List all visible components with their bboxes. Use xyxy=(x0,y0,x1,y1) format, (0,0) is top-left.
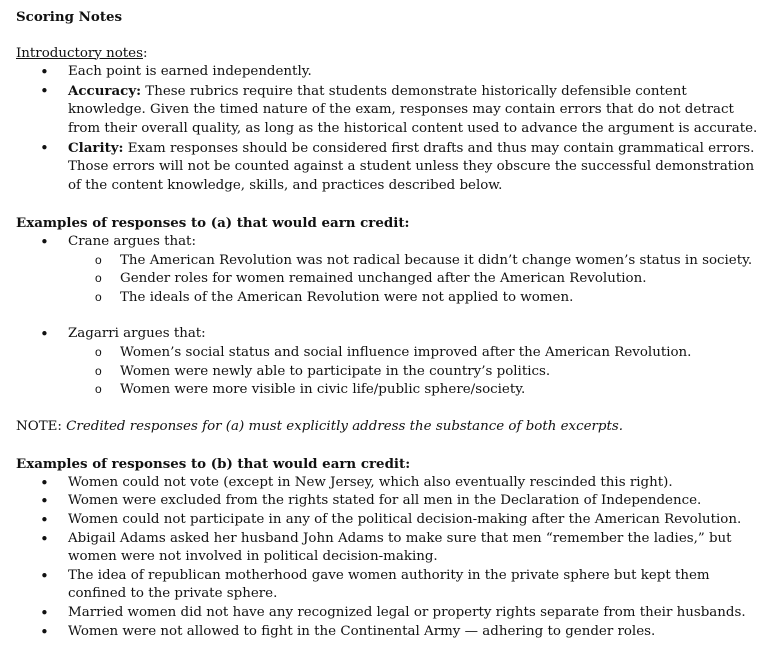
intro-heading xyxy=(16,45,768,64)
intro-item-bold: Accuracy: xyxy=(68,82,142,99)
section-b-heading: Examples of responses to (b) that would earn credit: xyxy=(16,456,411,473)
note-label: NOTE: xyxy=(16,418,67,434)
section-b-item: • Women could not participate in any of the political decision-making after the American Revolution. xyxy=(16,511,768,530)
intro-label: Introductory notes xyxy=(16,45,143,61)
crane-point: o The American Revolution was not radical because it didn’t change women’s status in society. xyxy=(68,252,768,271)
zagarri-point: o Women’s social status and social influence improved after the American Revolution. xyxy=(68,344,768,363)
intro-item xyxy=(16,63,768,82)
section-b-list xyxy=(16,474,768,641)
section-b-item: • Abigail Adams asked her husband John Adams to make sure that men “remember the ladies,” but women were not involved in political decision-making. xyxy=(16,530,768,567)
intro-item-bold: Clarity: xyxy=(68,139,124,156)
intro-item-accuracy xyxy=(16,82,768,139)
zagarri-item xyxy=(16,325,768,399)
intro-list xyxy=(16,63,768,195)
section-b-item: • Married women did not have any recognized legal or property rights separate from their husbands. xyxy=(16,604,768,623)
page-title: Scoring Notes xyxy=(16,9,123,25)
crane-label: Crane argues that: xyxy=(68,233,196,249)
intro-colon: : xyxy=(142,45,148,61)
zagarri-point: o Women were newly able to participate in the country’s politics. xyxy=(68,363,768,382)
note xyxy=(16,418,768,437)
section-b-item: • Women could not vote (except in New Jersey, which also eventually rescinded this right). xyxy=(16,474,768,493)
section-b-item: • Women were not allowed to fight in the Continental Army — adhering to gender roles. xyxy=(16,623,768,642)
crane-point: o Gender roles for women remained unchanged after the American Revolution. xyxy=(68,270,768,289)
section-a-heading: Examples of responses to (a) that would earn credit: xyxy=(16,215,410,232)
section-b-item: • Women were excluded from the rights stated for all men in the Declaration of Independence. xyxy=(16,492,768,511)
zagarri-label: Zagarri argues that: xyxy=(68,326,206,342)
zagarri-points xyxy=(68,344,768,400)
intro-item-text: Each point is earned independently. xyxy=(68,64,312,80)
intro-item-clarity xyxy=(16,139,768,196)
intro-item-text: Exam responses should be considered first drafts and thus may contain grammatical errors. Those errors will not be counted against a student unless they obscure the successful demonstration of the content knowledge, skills, and practices described below. xyxy=(68,140,755,193)
zagarri-point: o Women were more visible in civic life/public sphere/society. xyxy=(68,381,768,400)
note-text: Credited responses for (a) must explicitly address the substance of both excerpts. xyxy=(66,418,623,434)
section-b-item: • The idea of republican motherhood gave women authority in the private sphere but kept them confined to the private sphere. xyxy=(16,567,768,604)
intro-item-text: These rubrics require that students demonstrate historically defensible content knowledge. Given the timed nature of the exam, responses may contain errors that do not detract from their overall quality, as long as the historical content used to advance the argument is accurate. xyxy=(68,83,758,136)
crane-point: o The ideals of the American Revolution were not applied to women. xyxy=(68,289,768,308)
crane-points xyxy=(68,252,768,308)
section-a-list xyxy=(16,233,768,400)
crane-item xyxy=(16,233,768,325)
